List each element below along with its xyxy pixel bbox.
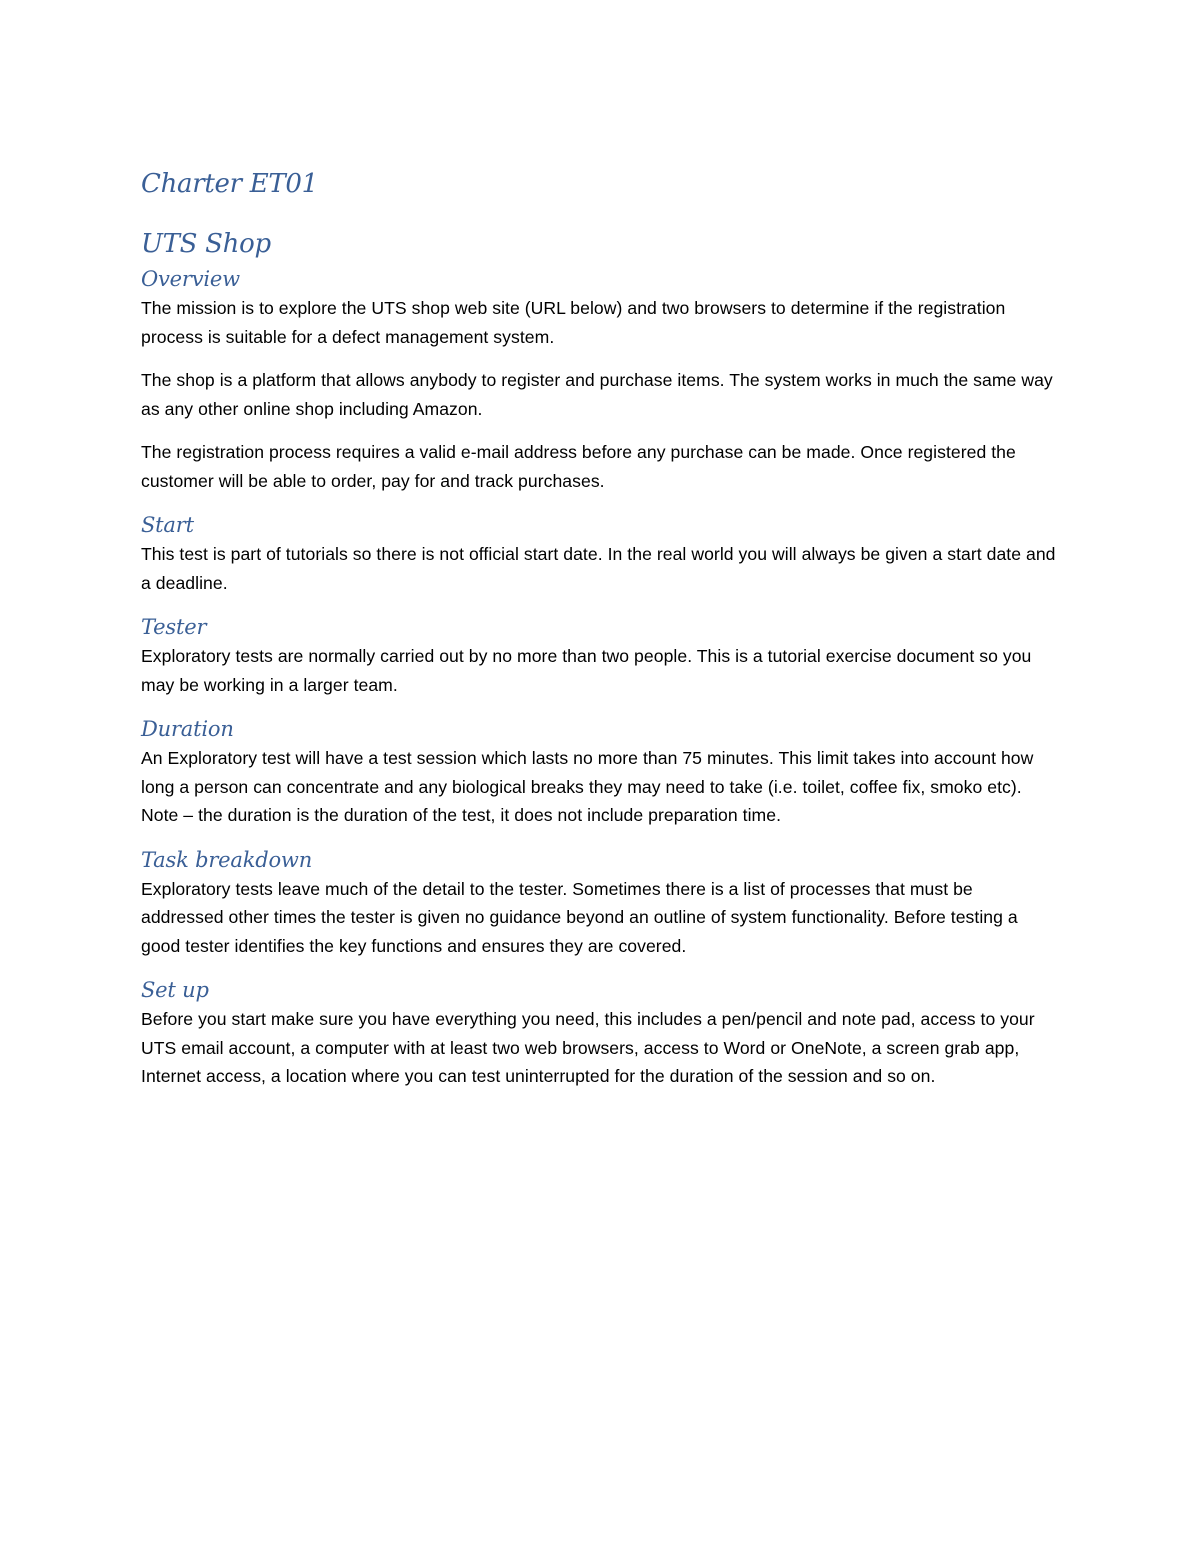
- section-heading: Start: [141, 513, 194, 537]
- section-start: [141, 510, 1056, 597]
- document-title: Charter ET01: [141, 169, 318, 199]
- section-paragraph: The mission is to explore the UTS shop web site (URL below) and two browsers to determine if the registration process is suitable for a defect management system.: [141, 298, 1006, 347]
- section-heading: Set up: [141, 978, 209, 1002]
- section-paragraph: Exploratory tests leave much of the detail to the tester. Sometimes there is a list of processes that must be addressed other times the tester is given no guidance beyond an outline of system functionality. Before testing a good tester identifies the key functions and ensures they are covered.: [141, 878, 1018, 956]
- document-subtitle: UTS Shop: [141, 229, 271, 259]
- section-paragraph: An Exploratory test will have a test session which lasts no more than 75 minutes. This limit takes into account how long a person can concentrate and any biological breaks they may need to take (i.e. toilet, coffee fix, smoko etc). Note – the duration is the duration of the test, it does not include preparation time.: [141, 748, 1034, 825]
- section-heading: Task breakdown: [141, 847, 313, 872]
- section-paragraph: Before you start make sure you have everything you need, this includes a pen/pencil and note pad, access to your UTS email account, a computer with at least two web browsers, access to Word or OneNote, a screen grab app, Internet access, a location where you can test uninterrupted for the duration of the session and so on.: [141, 1009, 1035, 1086]
- section-tester: [141, 612, 1056, 699]
- section-paragraph: Exploratory tests are normally carried out by no more than two people. This is a tutorial exercise document so you may be working in a larger team.: [141, 646, 1032, 695]
- section-heading: Tester: [141, 615, 207, 639]
- section-paragraph: This test is part of tutorials so there is not official start date. In the real world you will always be given a start date and a deadline.: [141, 544, 1056, 593]
- document-page: [141, 164, 1056, 1106]
- section-paragraph: The shop is a platform that allows anybody to register and purchase items. The system works in much the same way as any other online shop including Amazon.: [141, 370, 1053, 419]
- section-duration: [141, 714, 1056, 830]
- section-task-breakdown: [141, 845, 1056, 961]
- section-paragraph: The registration process requires a valid e-mail address before any purchase can be made. Once registered the customer will be able to order, pay for and track purchases.: [141, 442, 1016, 491]
- section-heading: Duration: [141, 717, 234, 741]
- section-overview: [141, 264, 1056, 495]
- section-heading: Overview: [141, 267, 240, 291]
- section-set-up: [141, 975, 1056, 1091]
